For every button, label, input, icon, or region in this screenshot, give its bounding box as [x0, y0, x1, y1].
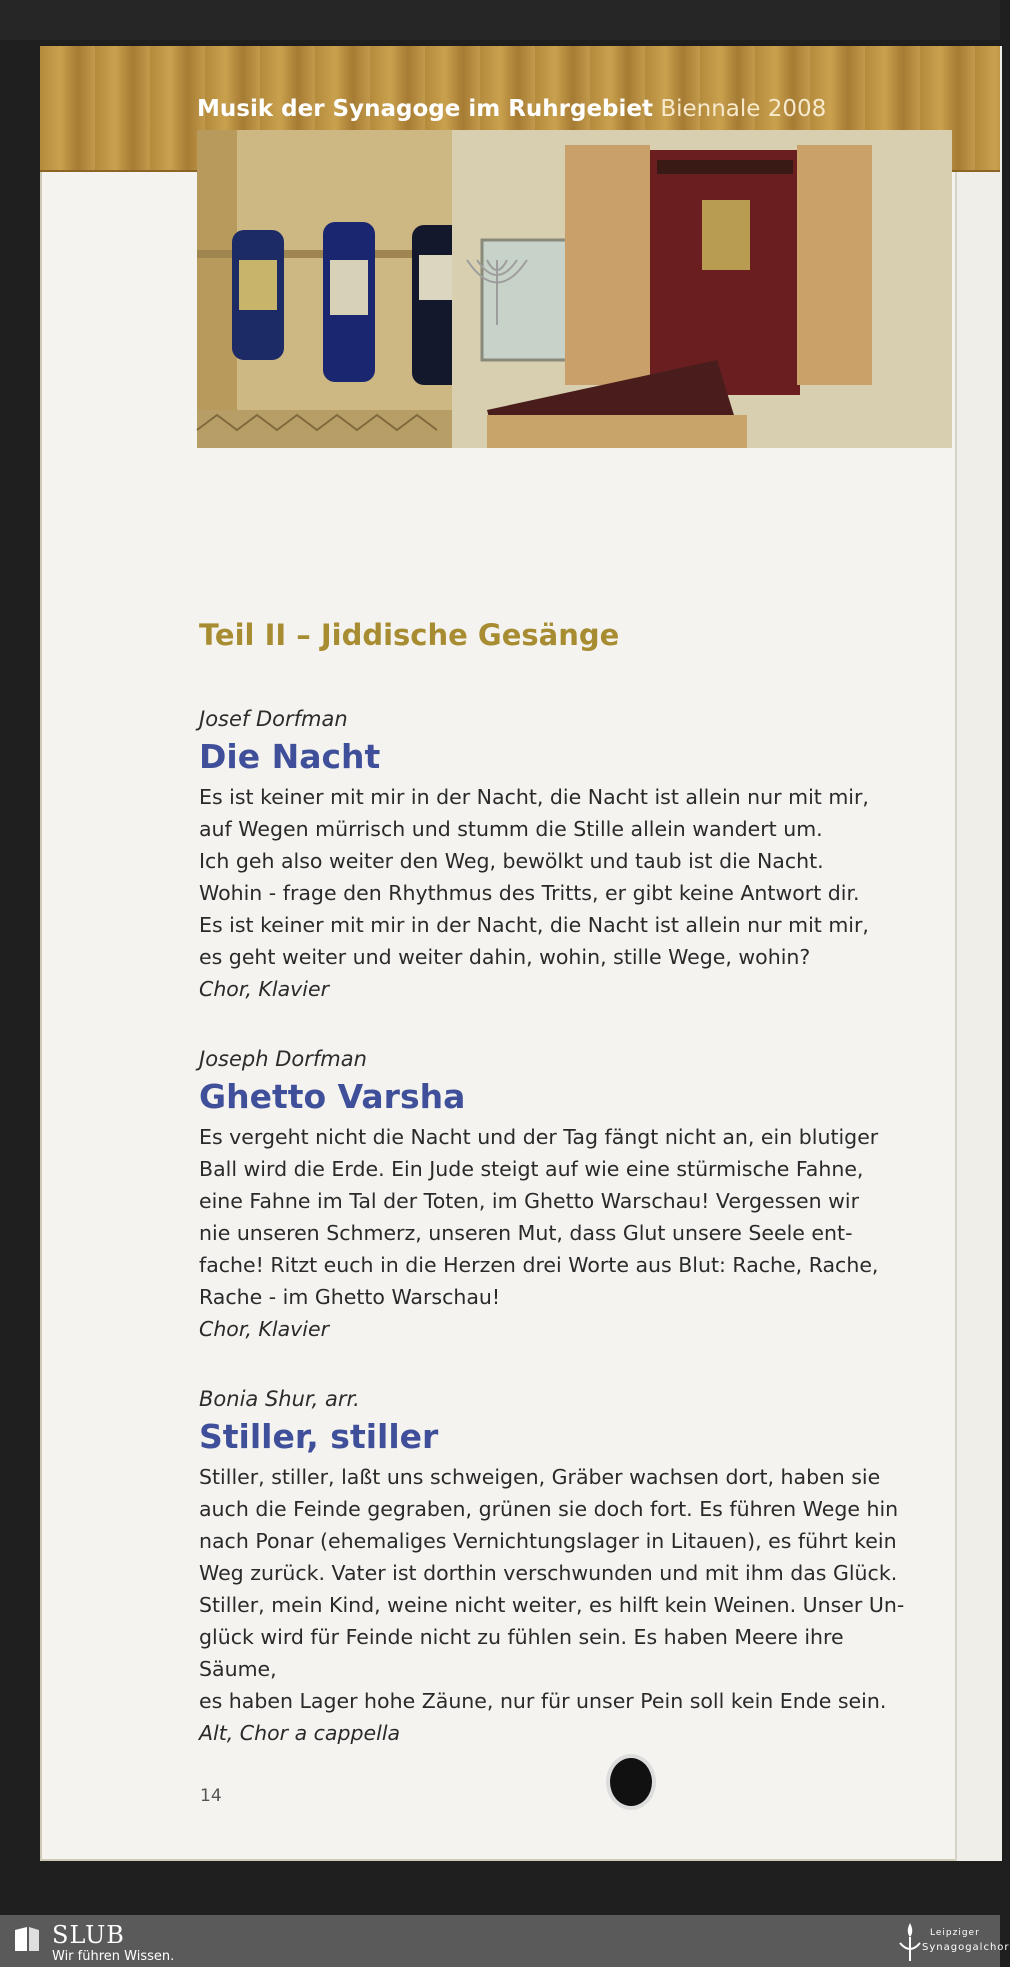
performers: Alt, Chor a cappella	[199, 1721, 401, 1745]
performers: Chor, Klavier	[199, 1317, 329, 1341]
footer-bar	[0, 1915, 1010, 1967]
performers: Chor, Klavier	[199, 977, 329, 1001]
lyrics-line: Weg zurück. Vater ist dorthin verschwunden und mit ihm das Glück.	[199, 1561, 898, 1585]
header-title-main: Musik der Synagoge im Ruhrgebiet	[197, 96, 654, 122]
scan-background	[0, 0, 1000, 40]
program-item	[199, 1385, 919, 1749]
book-icon	[12, 1924, 42, 1954]
choir-name-line1: Leipziger	[930, 1928, 980, 1938]
composer-name: Joseph Dorfman	[199, 1047, 367, 1071]
lyrics-line: auf Wegen mürrisch und stumm die Stille allein wandert um.	[199, 817, 823, 841]
page-number: 14	[200, 1786, 222, 1806]
program-item	[199, 705, 919, 1005]
lyrics-line: Ich geh also weiter den Weg, bewölkt und taub ist die Nacht.	[199, 849, 824, 873]
section-title: Teil II – Jiddische Gesänge	[199, 618, 620, 652]
synagogue-photo	[197, 130, 952, 448]
lyrics-line: Es ist keiner mit mir in der Nacht, die Nacht ist allein nur mit mir,	[199, 913, 869, 937]
lyrics-line: es haben Lager hohe Zäune, nur für unser Pein soll kein Ende sein.	[199, 1689, 887, 1713]
punch-hole	[606, 1754, 656, 1810]
lyrics-line: Rache - im Ghetto Warschau!	[199, 1285, 501, 1309]
header-title	[197, 96, 826, 122]
lyrics-line: Stiller, mein Kind, weine nicht weiter, es hilft kein Weinen. Unser Un-	[199, 1593, 905, 1617]
lyrics-line: es geht weiter und weiter dahin, wohin, stille Wege, wohin?	[199, 945, 811, 969]
piece-title: Die Nacht	[199, 737, 381, 776]
program-item	[199, 1045, 919, 1345]
header-title-biennale: Biennale 2008	[660, 96, 827, 122]
lyrics-line: nie unseren Schmerz, unseren Mut, dass Glut unsere Seele ent-	[199, 1221, 853, 1245]
composer-name: Bonia Shur, arr.	[199, 1387, 360, 1411]
lyrics-line: nach Ponar (ehemaliges Vernichtungslager in Litauen), es führt kein	[199, 1529, 897, 1553]
lyrics-line: Es ist keiner mit mir in der Nacht, die Nacht ist allein nur mit mir,	[199, 785, 869, 809]
lyrics-line: glück wird für Feinde nicht zu fühlen sein. Es haben Meere ihre Säume,	[199, 1625, 844, 1681]
library-tagline: Wir führen Wissen.	[52, 1949, 175, 1964]
library-name: SLUB	[52, 1921, 125, 1949]
next-page-edge	[955, 46, 1002, 1861]
program-content	[199, 618, 919, 1789]
lyrics-line: fache! Ritzt euch in die Herzen drei Worte aus Blut: Rache, Rache,	[199, 1253, 879, 1277]
lyrics-line: eine Fahne im Tal der Toten, im Ghetto Warschau! Vergessen wir	[199, 1189, 860, 1213]
piece-title: Ghetto Varsha	[199, 1077, 466, 1116]
lyrics-line: Wohin - frage den Rhythmus des Tritts, er gibt keine Antwort dir.	[199, 881, 860, 905]
lyrics-line: auch die Feinde gegraben, grünen sie doch fort. Es führen Wege hin	[199, 1497, 899, 1521]
composer-name: Josef Dorfman	[199, 707, 348, 731]
lyrics-line: Ball wird die Erde. Ein Jude steigt auf wie eine stürmische Fahne,	[199, 1157, 864, 1181]
piece-title: Stiller, stiller	[199, 1417, 439, 1456]
lyrics-line: Es vergeht nicht die Nacht und der Tag fängt nicht an, ein blutiger	[199, 1125, 879, 1149]
lyrics-line: Stiller, stiller, laßt uns schweigen, Gräber wachsen dort, haben sie	[199, 1465, 881, 1489]
choir-logo-icon	[895, 1921, 925, 1963]
choir-name-line2: Synagogalchor	[922, 1942, 1010, 1953]
